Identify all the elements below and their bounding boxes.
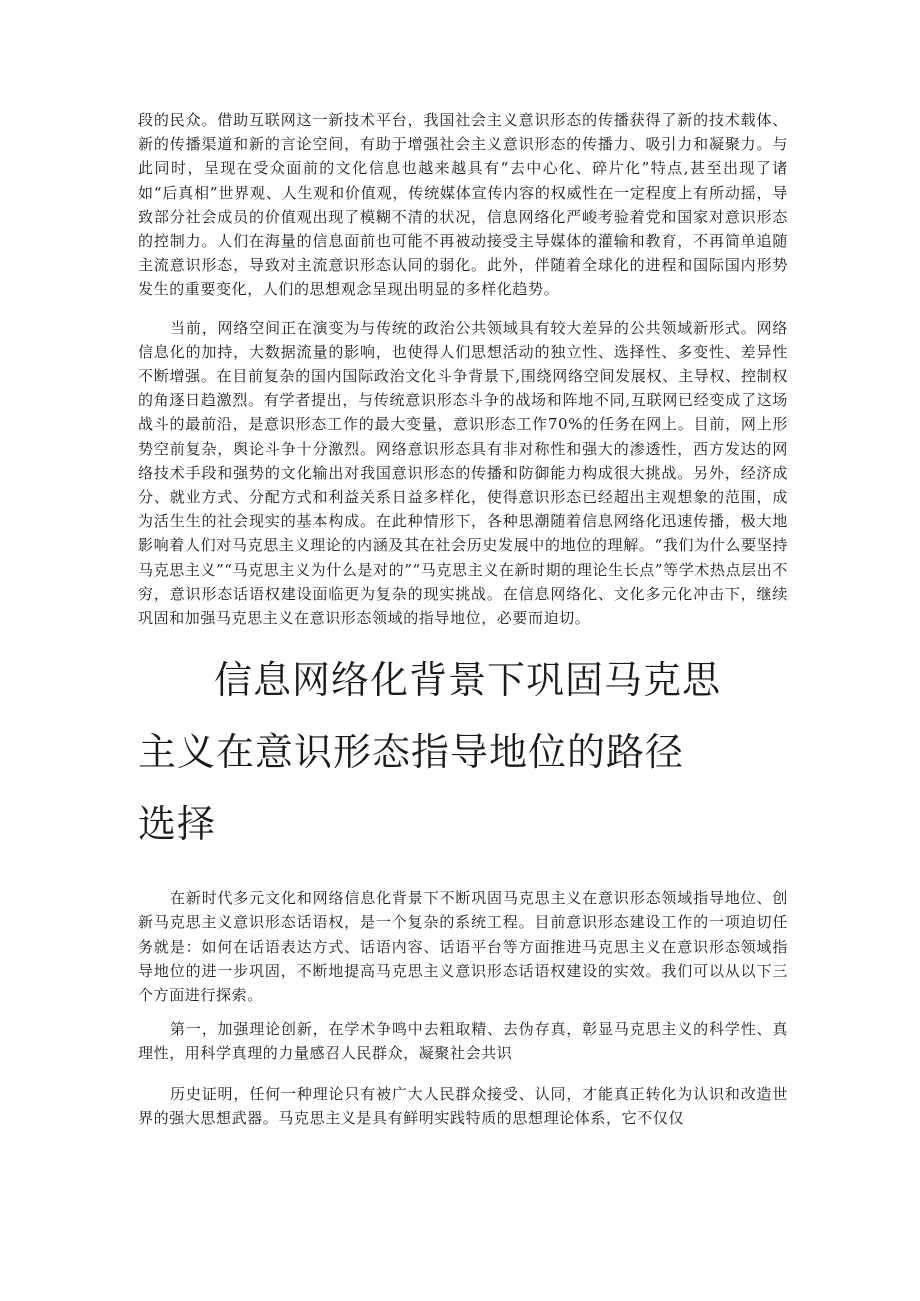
section-title — [138, 652, 788, 852]
section-title-line-1: 信息网络化背景下巩固马克思 — [214, 658, 722, 703]
first-point-heading: 第一，加强理论创新，在学术争鸣中去粗取精、去伪存真，彰显马克思主义的科学性、真理性，用科学真理的力量感召人民群众，凝聚社会共识 — [138, 1020, 788, 1063]
document-page — [138, 108, 788, 1130]
body-paragraph-1: 段的民众。借助互联网这一新技术平台，我国社会主义意识形态的传播获得了新的技术载体、新的传播渠道和新的言论空间，有助于增强社会主义意识形态的传播力、吸引力和凝聚力。与此同时，呈现在受众面前的文化信息也越来越具有“去中心化、碎片化”特点,甚至出现了诸如“后真相”世界观、人生观和价值观，传统媒体宣传内容的权威性在一定程度上有所动摇，导致部分社会成员的价值观出现了模糊不清的状况，信息网络化严峻考验着党和国家对意识形态的控制力。人们在海量的信息面前也可能不再被动接受主导媒体的灌输和教育，不再简单追随主流意识形态，导致对主流意识形态认同的弱化。此外，伴随着全球化的进程和国际国内形势发生的重要变化，人们的思想观念呈现出明显的多样化趋势。 — [138, 111, 788, 299]
section-intro-paragraph: 在新时代多元文化和网络信息化背景下不断巩固马克思主义在意识形态领域指导地位、创新马克思主义意识形态话语权，是一个复杂的系统工程。目前意识形态建设工作的一项迫切任务就是：如何在话语表达方式、话语内容、话语平台等方面推进马克思主义在意识形态领域指导地位的进一步巩固，不断地提高马克思主义意识形态话语权建设的实效。我们可以从以下三个方面进行探索。 — [138, 889, 788, 1005]
history-paragraph: 历史证明，任何一种理论只有被广大人民群众接受、认同，才能真正转化为认识和改造世界的强大思想武器。马克思主义是具有鲜明实践特质的思想理论体系，它不仅仅 — [138, 1084, 788, 1127]
section-title-line-2: 主义在意识形态指导地位的路径 — [138, 730, 685, 775]
body-paragraph-2: 当前，网络空间正在演变为与传统的政治公共领域具有较大差异的公共领域新形式。网络信息化的加持，大数据流量的影响，也使得人们思想活动的独立性、选择性、多变性、差异性不断增强。在目前复杂的国内国际政治文化斗争背景下,围绕网络空间发展权、主导权、控制权的角逐日趋激烈。有学者提出，与传统意识形态斗争的战场和阵地不同,互联网已经变成了这场战斗的最前沿，是意识形态工作的最大变量，意识形态工作70%的任务在网上。目前，网上形势空前复杂，舆论斗争十分激烈。网络意识形态具有非对称性和强大的渗透性，西方发达的网络技术手段和强势的文化输出对我国意识形态的传播和防御能力构成很大挑战。另外，经济成分、就业方式、分配方式和利益关系日益多样化，使得意识形态已经超出主观想象的范围，成为活生生的社会现实的基本构成。在此种情形下，各种思潮随着信息网络化迅速传播，极大地影响着人们对马克思主义理论的内涵及其在社会历史发展中的地位的理解。“我们为什么要坚持马克思主义”“马克思主义为什么是对的”“马克思主义在新时期的理论生长点”等学术热点层出不穷，意识形态话语权建设面临更为复杂的现实挑战。在信息网络化、文化多元化冲击下，继续巩固和加强马克思主义在意识形态领域的指导地位，必要而迫切。 — [138, 318, 788, 628]
section-title-line-3: 选择 — [138, 802, 217, 847]
